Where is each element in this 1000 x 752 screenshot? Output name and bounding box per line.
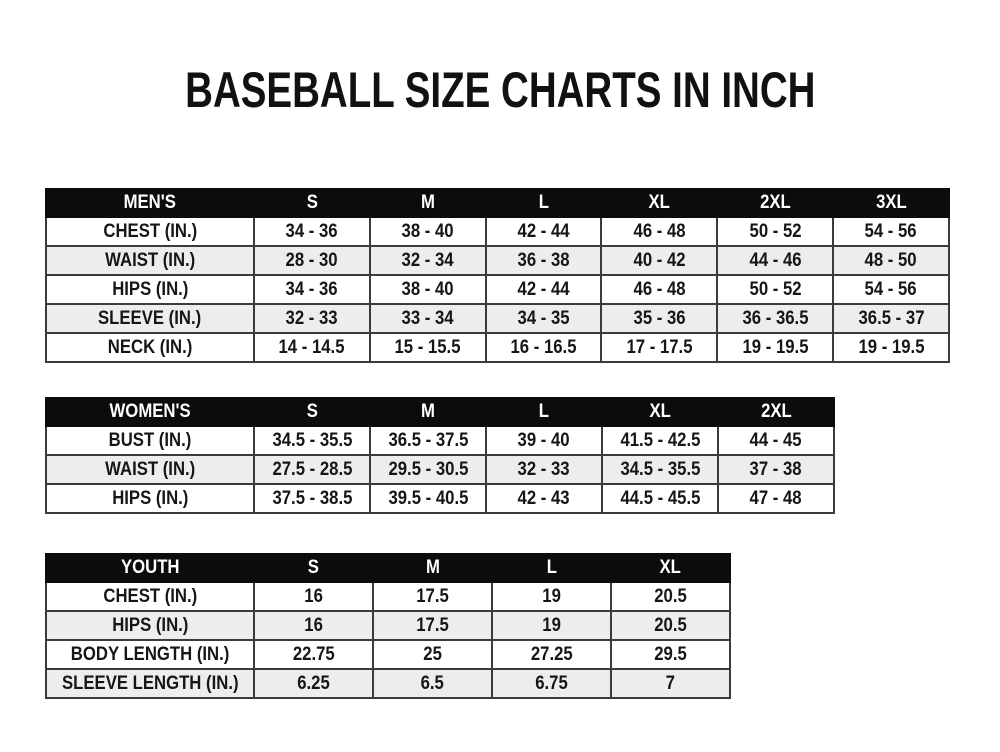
value-cell xyxy=(486,275,602,304)
measurement-label: NECK (IN.) xyxy=(107,336,193,358)
measurement-label: WAIST (IN.) xyxy=(104,458,196,480)
measurement-value: 15 - 15.5 xyxy=(394,336,461,358)
value-cell xyxy=(492,611,611,640)
size-header-cell xyxy=(254,398,370,426)
row-label-cell xyxy=(46,275,254,304)
value-cell xyxy=(254,217,370,246)
value-cell xyxy=(370,455,486,484)
measurement-value: 39 - 40 xyxy=(517,429,571,451)
table-row xyxy=(46,426,834,455)
measurement-label: SLEEVE LENGTH (IN.) xyxy=(61,672,239,694)
value-cell xyxy=(611,582,730,611)
value-cell xyxy=(492,582,611,611)
table-row xyxy=(46,582,730,611)
measurement-value: 44 - 46 xyxy=(749,249,802,271)
measurement-value: 32 - 34 xyxy=(401,249,454,271)
value-cell xyxy=(833,333,949,362)
measurement-value: 16 xyxy=(304,614,323,636)
size-label: S xyxy=(307,557,320,578)
value-cell xyxy=(717,275,833,304)
measurement-value: 20.5 xyxy=(654,585,687,607)
table-title-cell xyxy=(46,189,254,217)
table-row xyxy=(46,640,730,669)
table-title-cell xyxy=(46,554,254,582)
value-cell xyxy=(254,669,373,698)
value-cell xyxy=(254,582,373,611)
size-label: XL xyxy=(649,401,671,422)
size-label: S xyxy=(306,401,318,422)
measurement-value: 54 - 56 xyxy=(865,278,918,300)
value-cell xyxy=(601,217,717,246)
measurement-value: 48 - 50 xyxy=(865,249,918,271)
measurement-value: 36.5 - 37.5 xyxy=(388,429,468,451)
measurement-value: 19 - 19.5 xyxy=(742,336,809,358)
youth-size-table xyxy=(45,553,731,699)
row-label-cell xyxy=(46,611,254,640)
table-title-label: WOMEN'S xyxy=(109,401,191,422)
size-header-cell xyxy=(254,189,370,217)
measurement-value: 33 - 34 xyxy=(401,307,454,329)
row-label-cell xyxy=(46,333,254,362)
measurement-value: 41.5 - 42.5 xyxy=(620,429,700,451)
size-header-cell xyxy=(486,398,602,426)
row-label-cell xyxy=(46,484,254,513)
size-header-cell xyxy=(492,554,611,582)
measurement-value: 17.5 xyxy=(416,585,449,607)
measurement-label: HIPS (IN.) xyxy=(111,278,189,300)
measurement-value: 14 - 14.5 xyxy=(278,336,345,358)
measurement-value: 42 - 44 xyxy=(517,220,570,242)
value-cell xyxy=(370,217,486,246)
mens-size-table xyxy=(45,188,950,363)
measurement-value: 34 - 36 xyxy=(285,220,338,242)
measurement-value: 47 - 48 xyxy=(749,487,803,509)
value-cell xyxy=(370,484,486,513)
size-label: 2XL xyxy=(759,192,791,213)
measurement-value: 17.5 xyxy=(416,614,449,636)
measurement-label: CHEST (IN.) xyxy=(103,585,197,607)
value-cell xyxy=(717,304,833,333)
row-label-cell xyxy=(46,246,254,275)
value-cell xyxy=(486,426,602,455)
measurement-value: 32 - 33 xyxy=(285,307,338,329)
value-cell xyxy=(254,426,370,455)
row-label-cell xyxy=(46,426,254,455)
value-cell xyxy=(254,484,370,513)
value-cell xyxy=(601,333,717,362)
measurement-label: CHEST (IN.) xyxy=(103,220,197,242)
size-label: M xyxy=(420,192,435,213)
value-cell xyxy=(254,275,370,304)
measurement-value: 36 - 36.5 xyxy=(742,307,809,329)
value-cell xyxy=(370,304,486,333)
table-row xyxy=(46,484,834,513)
measurement-value: 39.5 - 40.5 xyxy=(388,487,468,509)
page-title-text: BASEBALL SIZE CHARTS IN INCH xyxy=(184,62,816,118)
value-cell xyxy=(611,640,730,669)
size-label: S xyxy=(306,192,318,213)
value-cell xyxy=(486,217,602,246)
size-header-cell xyxy=(373,554,492,582)
measurement-value: 34 - 36 xyxy=(285,278,338,300)
size-label: M xyxy=(421,401,435,422)
value-cell xyxy=(492,669,611,698)
size-header-cell xyxy=(486,189,602,217)
measurement-value: 36 - 38 xyxy=(517,249,570,271)
measurement-value: 17 - 17.5 xyxy=(626,336,693,358)
value-cell xyxy=(611,669,730,698)
measurement-value: 19 xyxy=(542,585,561,607)
row-label-cell xyxy=(46,304,254,333)
measurement-value: 34.5 - 35.5 xyxy=(272,429,352,451)
measurement-value: 19 - 19.5 xyxy=(858,336,925,358)
measurement-value: 54 - 56 xyxy=(865,220,918,242)
value-cell xyxy=(717,217,833,246)
value-cell xyxy=(717,246,833,275)
row-label-cell xyxy=(46,669,254,698)
table-row xyxy=(46,611,730,640)
measurement-value: 7 xyxy=(665,672,676,694)
value-cell xyxy=(373,582,492,611)
value-cell xyxy=(602,484,718,513)
value-cell xyxy=(717,333,833,362)
value-cell xyxy=(718,426,834,455)
value-cell xyxy=(373,640,492,669)
table-title-label: YOUTH xyxy=(120,557,180,578)
size-header-cell xyxy=(370,398,486,426)
measurement-value: 27.5 - 28.5 xyxy=(272,458,352,480)
value-cell xyxy=(602,455,718,484)
measurement-value: 19 xyxy=(542,614,561,636)
header-row xyxy=(46,189,949,217)
row-label-cell xyxy=(46,455,254,484)
measurement-value: 38 - 40 xyxy=(401,220,454,242)
measurement-value: 40 - 42 xyxy=(633,249,686,271)
size-header-cell xyxy=(254,554,373,582)
size-label: XL xyxy=(659,557,682,578)
value-cell xyxy=(370,426,486,455)
value-cell xyxy=(601,304,717,333)
table-row xyxy=(46,275,949,304)
value-cell xyxy=(718,455,834,484)
size-header-cell xyxy=(602,398,718,426)
value-cell xyxy=(254,333,370,362)
table-row xyxy=(46,217,949,246)
value-cell xyxy=(611,611,730,640)
measurement-value: 37 - 38 xyxy=(749,458,803,480)
value-cell xyxy=(718,484,834,513)
value-cell xyxy=(254,611,373,640)
value-cell xyxy=(486,246,602,275)
value-cell xyxy=(373,611,492,640)
measurement-value: 34.5 - 35.5 xyxy=(620,458,700,480)
value-cell xyxy=(486,304,602,333)
value-cell xyxy=(486,333,602,362)
measurement-label: SLEEVE (IN.) xyxy=(98,307,202,329)
measurement-value: 6.25 xyxy=(297,672,330,694)
measurement-value: 29.5 - 30.5 xyxy=(388,458,468,480)
value-cell xyxy=(601,246,717,275)
measurement-value: 44 - 45 xyxy=(749,429,803,451)
table-row xyxy=(46,304,949,333)
value-cell xyxy=(254,640,373,669)
measurement-value: 27.25 xyxy=(530,643,573,665)
value-cell xyxy=(486,455,602,484)
measurement-value: 6.75 xyxy=(535,672,568,694)
header-row xyxy=(46,554,730,582)
size-header-cell xyxy=(611,554,730,582)
value-cell xyxy=(833,275,949,304)
value-cell xyxy=(602,426,718,455)
page-title xyxy=(0,64,1000,116)
measurement-label: BUST (IN.) xyxy=(108,429,192,451)
row-label-cell xyxy=(46,582,254,611)
table-title-label: MEN'S xyxy=(123,192,177,213)
table-row xyxy=(46,333,949,362)
size-label: L xyxy=(546,557,557,578)
value-cell xyxy=(254,304,370,333)
row-label-cell xyxy=(46,640,254,669)
value-cell xyxy=(833,304,949,333)
value-cell xyxy=(254,455,370,484)
measurement-value: 42 - 43 xyxy=(517,487,571,509)
measurement-value: 32 - 33 xyxy=(517,458,571,480)
measurement-value: 29.5 xyxy=(654,643,687,665)
size-label: L xyxy=(538,401,550,422)
value-cell xyxy=(373,669,492,698)
measurement-value: 37.5 - 38.5 xyxy=(272,487,352,509)
measurement-value: 34 - 35 xyxy=(517,307,570,329)
measurement-label: BODY LENGTH (IN.) xyxy=(70,643,230,665)
size-label: 3XL xyxy=(875,192,907,213)
measurement-label: HIPS (IN.) xyxy=(111,487,189,509)
measurement-value: 28 - 30 xyxy=(285,249,338,271)
size-label: 2XL xyxy=(760,401,792,422)
measurement-value: 44.5 - 45.5 xyxy=(620,487,700,509)
value-cell xyxy=(370,275,486,304)
size-header-cell xyxy=(601,189,717,217)
size-header-cell xyxy=(718,398,834,426)
row-label-cell xyxy=(46,217,254,246)
value-cell xyxy=(370,246,486,275)
size-label: M xyxy=(425,557,440,578)
measurement-value: 16 - 16.5 xyxy=(510,336,577,358)
measurement-value: 6.5 xyxy=(420,672,445,694)
size-label: XL xyxy=(648,192,671,213)
value-cell xyxy=(833,246,949,275)
measurement-value: 50 - 52 xyxy=(749,220,802,242)
value-cell xyxy=(601,275,717,304)
measurement-value: 42 - 44 xyxy=(517,278,570,300)
table-row xyxy=(46,669,730,698)
header-row xyxy=(46,398,834,426)
value-cell xyxy=(254,246,370,275)
size-header-cell xyxy=(717,189,833,217)
womens-size-table xyxy=(45,397,835,514)
measurement-value: 20.5 xyxy=(654,614,687,636)
measurement-value: 46 - 48 xyxy=(633,220,686,242)
measurement-label: WAIST (IN.) xyxy=(104,249,196,271)
value-cell xyxy=(370,333,486,362)
measurement-value: 16 xyxy=(304,585,323,607)
measurement-value: 46 - 48 xyxy=(633,278,686,300)
value-cell xyxy=(492,640,611,669)
measurement-value: 25 xyxy=(423,643,442,665)
measurement-value: 35 - 36 xyxy=(633,307,686,329)
value-cell xyxy=(833,217,949,246)
size-header-cell xyxy=(833,189,949,217)
measurement-value: 38 - 40 xyxy=(401,278,454,300)
measurement-label: HIPS (IN.) xyxy=(111,614,189,636)
size-header-cell xyxy=(370,189,486,217)
table-row xyxy=(46,246,949,275)
value-cell xyxy=(486,484,602,513)
measurement-value: 50 - 52 xyxy=(749,278,802,300)
table-row xyxy=(46,455,834,484)
size-label: L xyxy=(538,192,549,213)
measurement-value: 22.75 xyxy=(292,643,335,665)
table-title-cell xyxy=(46,398,254,426)
measurement-value: 36.5 - 37 xyxy=(858,307,925,329)
